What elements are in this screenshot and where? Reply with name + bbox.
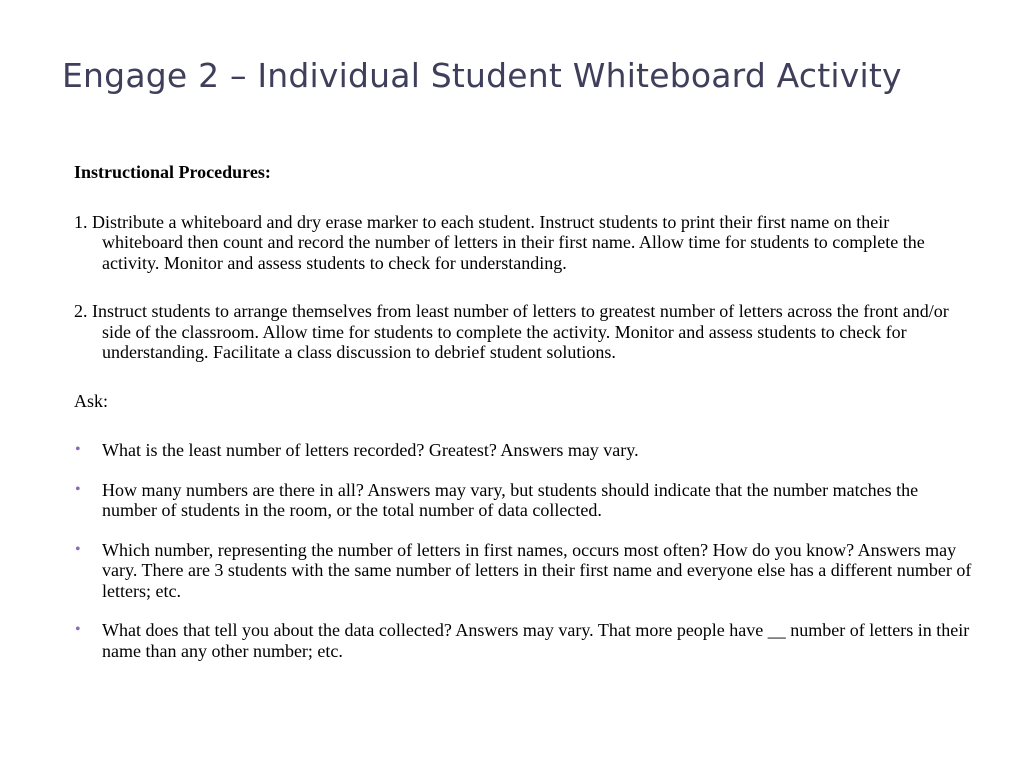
list-item (74, 540, 974, 602)
question-list (74, 440, 974, 661)
list-item (74, 480, 974, 521)
list-item (74, 620, 974, 661)
bullet-icon: • (75, 621, 81, 638)
slide-title: Engage 2 – Individual Student Whiteboard Activity (62, 56, 902, 95)
bullet-icon: • (75, 441, 81, 458)
procedure-step-2: 2. Instruct students to arrange themselves from least number of letters to greatest number of letters across the front and/or side of the classroom. Allow time for students to complete the activity. Monitor and assess students to check for understanding. Facilitate a class discussion to debrief student solutions. (74, 301, 949, 362)
question-text: What does that tell you about the data collected? Answers may vary. That more people have __ number of letters in their name than any other number; etc. (102, 620, 970, 661)
procedure-step-1: 1. Distribute a whiteboard and dry erase marker to each student. Instruct students to print their first name on their whiteboard then count and record the number of letters in their first name. Allow time for students to complete the activity. Monitor and assess students to check for understanding. (74, 211, 925, 273)
procedures-heading: Instructional Procedures: (74, 162, 271, 182)
question-text: What is the least number of letters recorded? Greatest? Answers may vary. (102, 440, 639, 460)
question-text: Which number, representing the number of letters in first names, occurs most often? How do you know? Answers may vary. There are 3 students with the same number of letters in their first name and everyone else has a different number of letters; etc. (102, 539, 972, 601)
list-item (74, 440, 974, 461)
ask-label: Ask: (74, 390, 109, 411)
bullet-icon: • (75, 540, 81, 558)
question-text: How many numbers are there in all? Answers may vary, but students should indicate that the number matches the number of students in the room, or the total number of data collected. (102, 479, 919, 520)
slide-body (74, 162, 974, 680)
bullet-icon: • (75, 480, 81, 498)
